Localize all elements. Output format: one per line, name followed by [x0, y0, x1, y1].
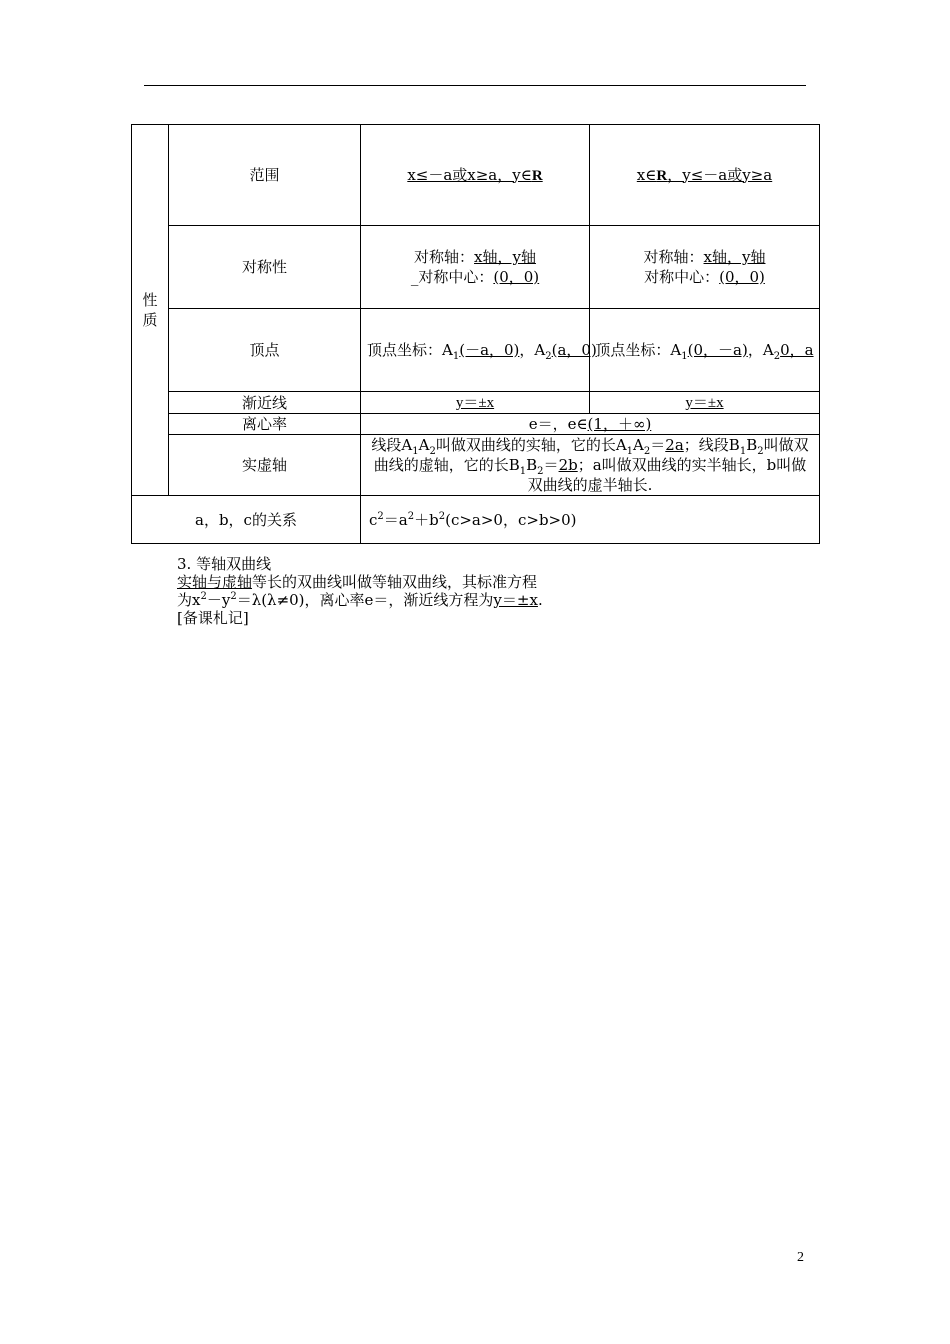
section-text: .	[537, 591, 543, 609]
page-number: 2	[797, 1250, 804, 1265]
eccentricity-prefix: e＝，e∈	[528, 415, 588, 433]
ra-text: ＝	[650, 436, 666, 454]
vertex-sub: 2	[545, 351, 552, 362]
asymptote-h-value: y＝±x	[455, 395, 495, 411]
properties-label	[132, 125, 169, 496]
section-text: 为x	[177, 591, 201, 609]
range-h-text: x≤－a或x≥a，y∈	[407, 165, 532, 184]
section-text: ＝λ(λ≠0)，离心率e＝，渐近线方程为	[236, 591, 494, 609]
section-text: 等长的双曲线叫做等轴双曲线，其标准方程	[252, 573, 538, 591]
vertex-label: 顶点	[169, 309, 361, 392]
ra-sub: 1	[519, 466, 527, 477]
asymptote-vertical	[590, 392, 820, 414]
symmetry-horizontal	[361, 226, 590, 309]
section-title: 3. 等轴双曲线	[177, 555, 272, 573]
eccentricity-label: 离心率	[169, 414, 361, 435]
relation-label: a，b，c的关系	[132, 496, 361, 544]
ra-text: B	[746, 436, 758, 454]
vertex-sub: 2	[773, 351, 781, 362]
axis-prefix: 对称轴：	[414, 248, 475, 266]
vertex-a2-value: (a，0)	[551, 341, 597, 359]
ra-text: 线段A	[371, 436, 413, 454]
asymptote-label: 渐近线	[169, 392, 361, 414]
range-v-text: x∈	[636, 165, 657, 184]
ra-text: 叫做双曲线的虚轴，它的长B	[373, 436, 809, 474]
row-vertex	[132, 309, 820, 392]
ra-sub: 1	[626, 446, 634, 457]
ra-sub: 2	[429, 446, 436, 457]
real-axis-label: 实虚轴	[169, 435, 361, 496]
ra-text: B	[526, 456, 538, 474]
asymptote-horizontal	[361, 392, 590, 414]
properties-label-char: 性	[142, 291, 158, 309]
axes-phrase: 实轴与虚轴	[177, 573, 253, 591]
center-value: (0，0)	[493, 268, 540, 286]
vertex-sub: 1	[681, 351, 688, 362]
ra-text: A	[633, 436, 644, 454]
properties-label-char: 质	[142, 311, 158, 329]
relation-value	[361, 496, 820, 544]
eccentricity-value-cell	[361, 414, 820, 435]
symmetry-vertical	[590, 226, 820, 309]
rel-sup: 2	[377, 510, 384, 522]
section-line-2	[177, 573, 597, 591]
axis-prefix: 对称轴：	[643, 248, 704, 266]
section-equilateral-hyperbola	[177, 555, 597, 627]
vertex-a1-value: (0，－a)	[687, 341, 748, 359]
vertex-a1-value: (－a，0)	[459, 341, 520, 359]
ra-sub: 1	[739, 446, 747, 457]
asymptote-equation: y＝±x	[493, 591, 538, 609]
vertex-sep: ，A	[519, 341, 546, 359]
ra-text: ；a叫做双曲线的实半轴长，b叫做双曲线的虚半轴长.	[527, 456, 807, 494]
row-symmetry	[132, 226, 820, 309]
range-v-text2: ，y≤－a或y≥a	[667, 165, 773, 184]
rel-text: (c>a>0，c>b>0)	[445, 510, 577, 529]
rel-sup: 2	[407, 510, 415, 522]
ra-sub: 2	[537, 466, 544, 477]
row-asymptote	[132, 392, 820, 414]
rel-text: ＋b	[414, 510, 439, 529]
center-prefix: 对称中心：	[644, 268, 720, 286]
section-sup: 2	[230, 591, 237, 602]
real-axis-description	[361, 435, 820, 496]
range-label: 范围	[169, 125, 361, 226]
vertex-prefix: 顶点坐标：A	[595, 341, 682, 359]
center-prefix: _对称中心：	[410, 268, 494, 286]
range-v-set: R	[656, 167, 668, 184]
header-rule	[144, 85, 806, 86]
vertex-vertical	[590, 309, 820, 392]
real-axis-length: 2a	[665, 436, 684, 454]
axis-value: x轴，y轴	[474, 248, 536, 266]
ra-sub: 2	[643, 446, 651, 457]
vertex-sub: 1	[452, 351, 460, 362]
row-real-imaginary-axis	[132, 435, 820, 496]
vertex-prefix: 顶点坐标：A	[367, 341, 453, 359]
axis-value: x轴，y轴	[703, 248, 766, 266]
row-eccentricity	[132, 414, 820, 435]
range-h-set: R	[531, 167, 543, 184]
row-abc-relation	[132, 496, 820, 544]
lesson-notes-label: [备课札记]	[177, 609, 249, 627]
vertex-sep: ，A	[747, 341, 774, 359]
range-horizontal	[361, 125, 590, 226]
ra-sub: 1	[412, 446, 419, 457]
rel-sup: 2	[438, 510, 446, 522]
vertex-horizontal	[361, 309, 597, 392]
row-range	[132, 125, 820, 226]
ra-text: ；线段B	[683, 436, 740, 454]
ra-sub: 2	[757, 446, 764, 457]
rel-text: c	[369, 510, 378, 529]
section-text: －y	[206, 591, 231, 609]
imaginary-axis-length: 2b	[558, 456, 578, 474]
section-sup: 2	[200, 591, 207, 602]
ra-text: ＝	[543, 456, 559, 474]
vertex-a2-value: 0，a	[780, 341, 814, 359]
range-vertical	[590, 125, 820, 226]
eccentricity-range: (1，＋∞)	[587, 415, 652, 433]
rel-text: ＝a	[383, 510, 408, 529]
section-line-3	[177, 591, 597, 609]
ra-text: A	[418, 436, 430, 454]
hyperbola-properties-table	[131, 124, 820, 544]
center-value: (0，0)	[719, 268, 765, 286]
ra-text: 叫做双曲线的实轴，它的长A	[435, 436, 627, 454]
symmetry-label: 对称性	[169, 226, 361, 309]
asymptote-v-value: y＝±x	[685, 395, 724, 411]
